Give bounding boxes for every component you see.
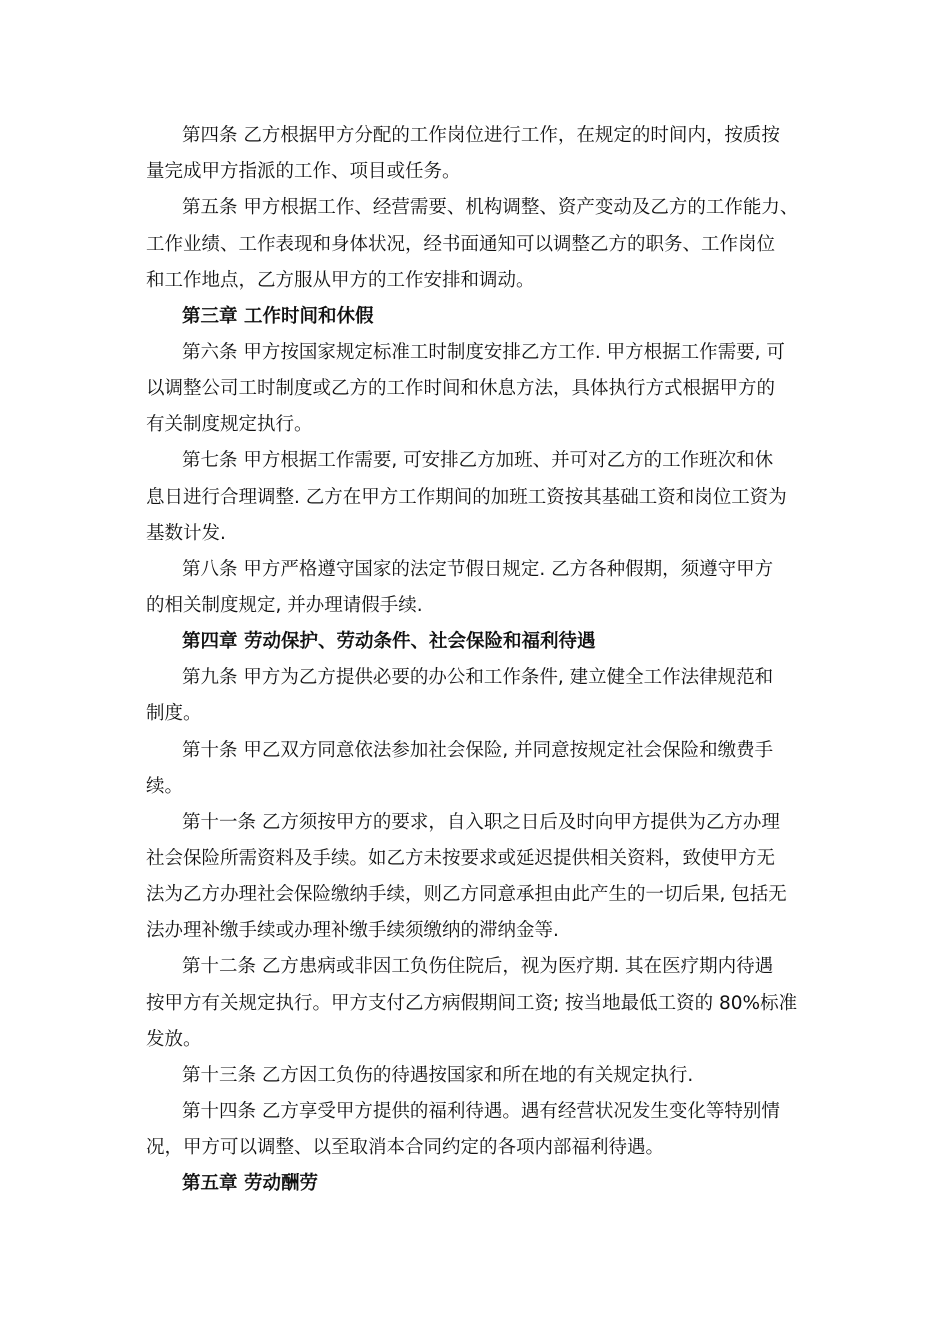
article-6-line-2: 以调整公司工时制度或乙方的工作时间和休息方法，具体执行方式根据甲方的	[146, 378, 776, 399]
article-9-line-1: 第九条 甲方为乙方提供必要的办公和工作条件, 建立健全工作法律规范和	[182, 667, 774, 688]
chapter-3-heading: 第三章 工作时间和休假	[182, 306, 374, 327]
article-12-line-2: 按甲方有关规定执行。甲方支付乙方病假期间工资; 按当地最低工资的 80%标准	[146, 993, 798, 1014]
article-4-line-1: 第四条 乙方根据甲方分配的工作岗位进行工作，在规定的时间内，按质按	[182, 125, 780, 146]
article-10-line-2: 续。	[146, 776, 184, 797]
article-11-line-4: 法办理补缴手续或办理补缴手续须缴纳的滞纳金等.	[146, 920, 559, 941]
article-10-line-1: 第十条 甲乙双方同意依法参加社会保险, 并同意按规定社会保险和缴费手	[182, 740, 774, 761]
article-14-line-2: 况，甲方可以调整、以至取消本合同约定的各项内部福利待遇。	[146, 1137, 665, 1158]
article-12-line-3: 发放。	[146, 1029, 202, 1050]
article-5-line-1: 第五条 甲方根据工作、经营需要、机构调整、资产变动及乙方的工作能力、	[182, 197, 799, 218]
article-5-line-2: 工作业绩、工作表现和身体状况，经书面通知可以调整乙方的职务、工作岗位	[146, 234, 776, 255]
article-9-line-2: 制度。	[146, 703, 202, 724]
article-12-line-1: 第十二条 乙方患病或非因工负伤住院后，视为医疗期. 其在医疗期内待遇	[182, 956, 774, 977]
article-7-line-3: 基数计发.	[146, 523, 226, 544]
article-7-line-2: 息日进行合理调整. 乙方在甲方工作期间的加班工资按其基础工资和岗位工资为	[146, 487, 787, 508]
article-14-line-1: 第十四条 乙方享受甲方提供的福利待遇。遇有经营状况发生变化等特别情	[182, 1101, 780, 1122]
article-5-line-3: 和工作地点，乙方服从甲方的工作安排和调动。	[146, 270, 535, 291]
article-8-line-2: 的相关制度规定, 并办理请假手续.	[146, 595, 423, 616]
article-11-line-2: 社会保险所需资料及手续。如乙方未按要求或延迟提供相关资料，致使甲方无	[146, 848, 776, 869]
chapter-5-heading: 第五章 劳动酬劳	[182, 1173, 318, 1194]
article-13-line-1: 第十三条 乙方因工负伤的待遇按国家和所在地的有关规定执行.	[182, 1065, 694, 1086]
article-7-line-1: 第七条 甲方根据工作需要, 可安排乙方加班、并可对乙方的工作班次和休	[182, 450, 774, 471]
article-4-line-2: 量完成甲方指派的工作、项目或任务。	[146, 161, 461, 182]
article-6-line-3: 有关制度规定执行。	[146, 414, 313, 435]
article-8-line-1: 第八条 甲方严格遵守国家的法定节假日规定. 乙方各种假期，须遵守甲方	[182, 559, 774, 580]
article-11-line-3: 法为乙方办理社会保险缴纳手续，则乙方同意承担由此产生的一切后果, 包括无	[146, 884, 787, 905]
chapter-4-heading: 第四章 劳动保护、劳动条件、社会保险和福利待遇	[182, 631, 596, 652]
article-11-line-1: 第十一条 乙方须按甲方的要求，自入职之日后及时向甲方提供为乙方办理	[182, 812, 780, 833]
article-6-line-1: 第六条 甲方按国家规定标准工时制度安排乙方工作. 甲方根据工作需要, 可	[182, 342, 785, 363]
